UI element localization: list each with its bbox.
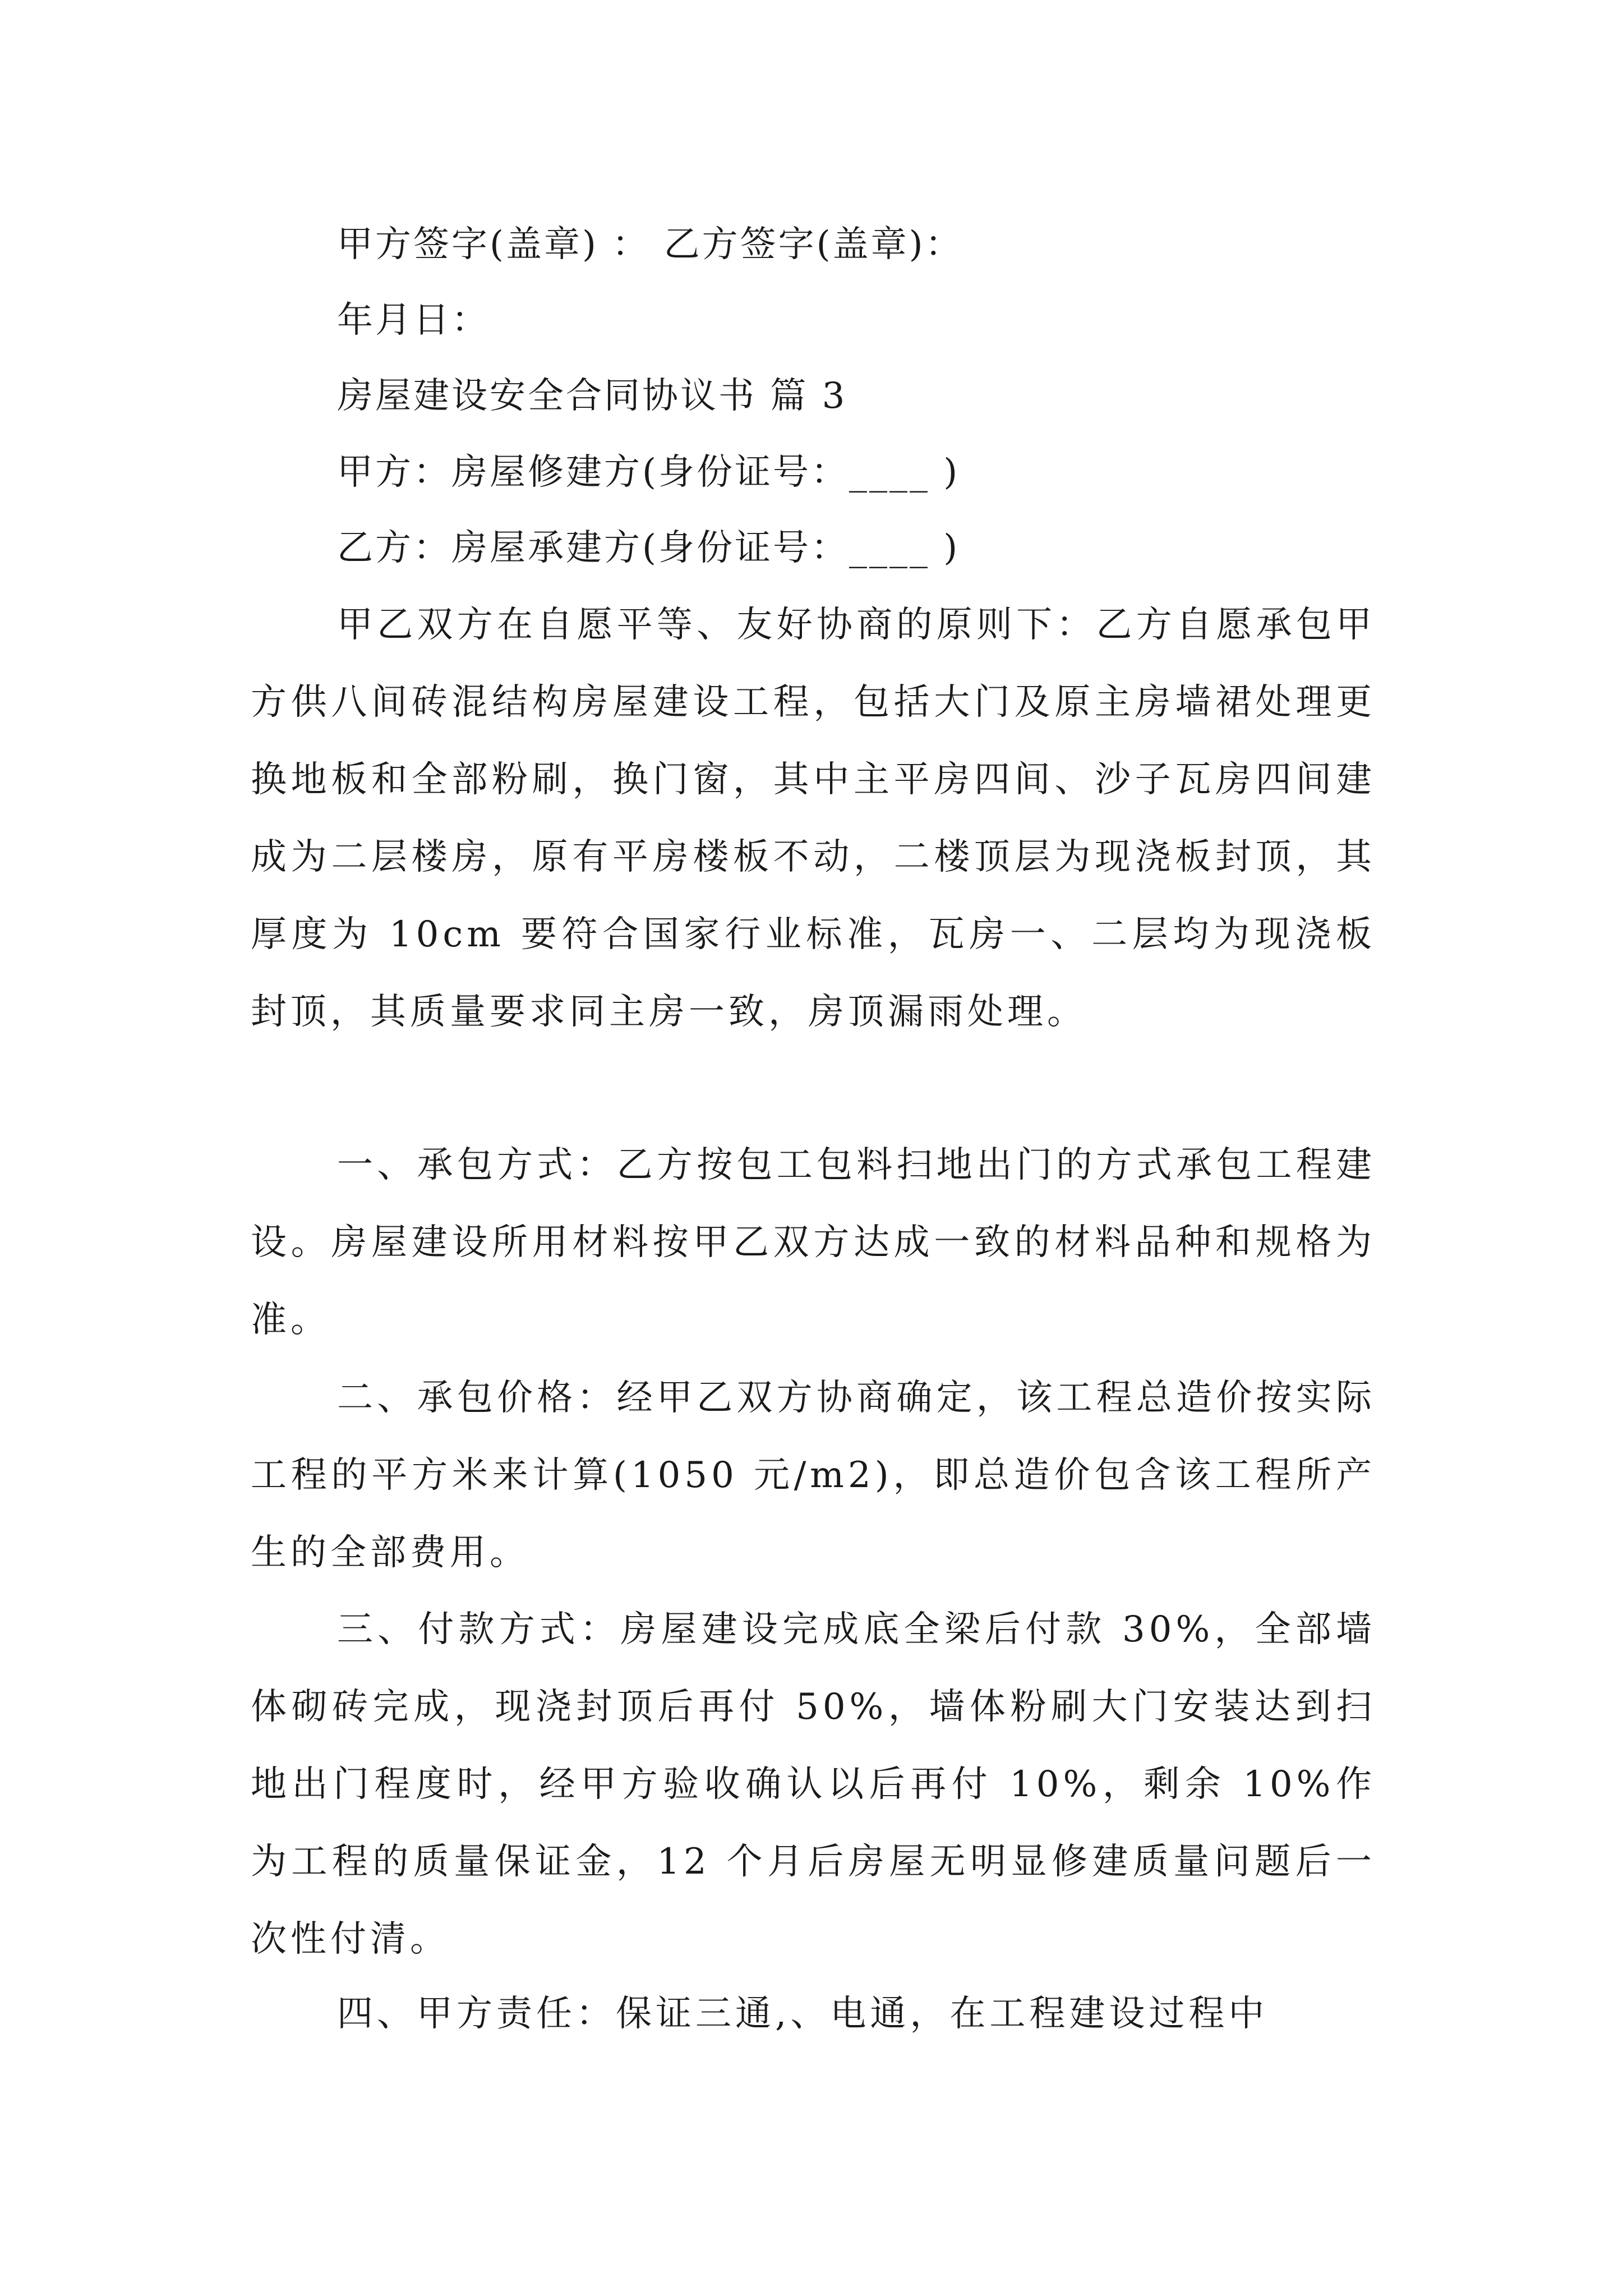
intro-paragraph: 甲乙双方在自愿平等、友好协商的原则下：乙方自愿承包甲方供八间砖混结构房屋建设工程，包括大门及原主房墙裙处理更换地板和全部粉刷，换门窗，其中主平房四间、沙子瓦房四间建成为二层楼房，原有平房楼板不动，二楼顶层为现浇板封顶，其厚度为 10cm 要符合国家行业标准，瓦房一、二层均为现浇板封顶，其质量要求同主房一致，房顶漏雨处理。: [251, 604, 1376, 1033]
party-a-line: 甲方：房屋修建方(身份证号：____ ): [337, 452, 960, 493]
section-title: 房屋建设安全合同协议书 篇 3: [337, 375, 847, 417]
signature-line: 甲方签字(盖章) ： 乙方签字(盖章)：: [337, 224, 963, 265]
clause-contract-price: 二、承包价格：经甲乙双方协商确定，该工程总造价按实际工程的平方米来计算(1050 元/m2)，即总造价包含该工程所产生的全部费用。: [251, 1377, 1376, 1573]
clause-contract-method: 一、承包方式：乙方按包工包料扫地出门的方式承包工程建设。房屋建设所用材料按甲乙双方达成一致的材料品种和规格为准。: [251, 1144, 1376, 1341]
party-b-line: 乙方：房屋承建方(身份证号：____ ): [337, 527, 960, 569]
date-line: 年月日：: [337, 300, 490, 341]
clause-party-a-duties: 四、甲方责任：保证三通,、电通，在工程建设过程中: [337, 1993, 1269, 2035]
clause-payment-method: 三、付款方式：房屋建设完成底全梁后付款 30%，全部墙体砌砖完成，现浇封顶后再付 50%，墙体粉刷大门安装达到扫地出门程度时，经甲方验收确认以后再付 10%，剩余 10%作为工程的质量保证金，12 个月后房屋无明显修建质量问题后一次性付清。: [251, 1609, 1376, 1960]
